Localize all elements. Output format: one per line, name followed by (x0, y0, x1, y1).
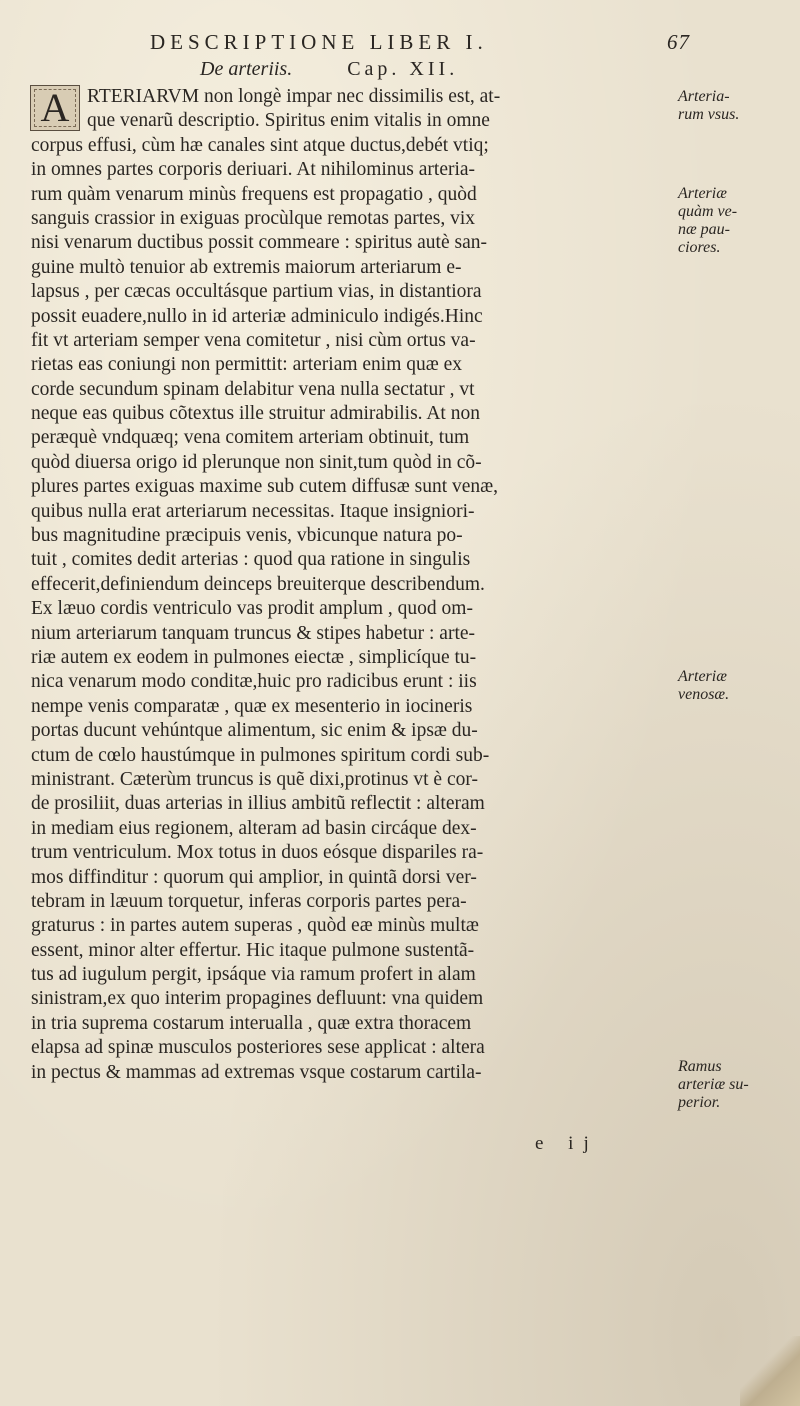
decorated-initial-letter: A (40, 85, 70, 130)
text-line: trum ventriculum. Mox totus in duos eósque dispariles ra- (31, 842, 484, 864)
text-line: sinistram,ex quo interim propagines defluunt: vna quidem (31, 988, 484, 1010)
text-line: in tria suprema costarum interualla , quæ extra thoracem (31, 1012, 472, 1034)
marginal-note-line: Arteria- (678, 88, 730, 105)
text-line: plures partes exiguas maxime sub cutem diffusæ sunt venæ, (31, 476, 499, 498)
text-line: tebram in læuum torquetur, inferas corporis partes pera- (31, 890, 467, 912)
running-head (150, 30, 690, 56)
text-line: essent, minor alter effertur. Hic itaque pulmone sustentã- (31, 939, 475, 961)
text-line: nisi venarum ductibus possit commeare : spiritus autè san- (31, 232, 487, 254)
text-line: effecerit,definiendum deinceps breuiterque describendum. (31, 573, 485, 595)
first-line-text: RTERIARVM non longè impar nec dissimilis est, at- (87, 86, 501, 107)
text-line: corde secundum spinam delabitur vena nulla sectatur , vt (31, 378, 475, 400)
text-line: bus magnitudine præcipuis venis, vbicunque natura po- (31, 525, 463, 547)
text-line: fit vt arteriam semper vena comitetur , nisi cùm ortus va- (31, 329, 476, 351)
text-line: nica venarum modo conditæ,huic pro radicibus erunt : iis (31, 671, 477, 693)
marginal-note-2 (678, 185, 798, 257)
text-line: lapsus , per cæcas occultásque partium vias, in distantiora (31, 281, 482, 303)
body-text (31, 85, 671, 1085)
marginal-note-line: ciores. (678, 239, 721, 256)
text-line: portas ducunt vehúntque alimentum, sic enim & ipsæ du- (31, 720, 478, 742)
text-line: nium arteriarum tanquam truncus & stipes habetur : arte- (31, 622, 476, 644)
text-line: quòd diuersa origo id plerunque non sinit,tum quòd in cõ- (31, 451, 482, 473)
page-number: 67 (667, 30, 690, 54)
text-line: corpus effusi, cùm hæ canales sint atque ductus,debét vtiq; (31, 134, 489, 156)
page-corner-stain (740, 1336, 800, 1406)
text-line: que venarũ descriptio. Spiritus enim vitalis in omne (87, 110, 490, 132)
text-line: ministrant. Cæterùm truncus is quẽ dixi,protinus vt è cor- (31, 768, 478, 790)
text-line: possit euadere,nullo in id arteriæ adminiculo indigés.Hinc (31, 305, 483, 327)
text-line: nempe venis comparatæ , quæ ex mesenterio in iocineris (31, 695, 473, 717)
marginal-note-3 (678, 668, 798, 704)
marginal-note-line: Arteriæ (678, 668, 727, 685)
text-lines (31, 109, 671, 1085)
text-line: mos diffinditur : quorum qui amplior, in quintã dorsi ver- (31, 866, 477, 888)
marginal-note-line: Arteriæ (678, 185, 727, 202)
marginal-note-line: venosæ. (678, 686, 730, 703)
text-line: guine multò tenuior ab extremis maiorum arteriarum e- (31, 256, 462, 278)
text-line-first (31, 85, 671, 109)
marginal-note-line: Ramus (678, 1058, 722, 1075)
text-line: graturus : in partes autem superas , quòd eæ minùs multæ (31, 915, 479, 937)
chapter-heading (200, 58, 600, 84)
marginal-note-line: quàm ve- (678, 203, 738, 220)
text-line: peræquè vndquæq; vena comitem arteriam obtinuit, tum (31, 427, 470, 449)
text-line: in omnes partes corporis deriuari. At nihilominus arteria- (31, 159, 476, 181)
chapter-number: Cap. XII. (347, 58, 459, 80)
marginal-note-1 (678, 88, 798, 124)
running-head-title: DESCRIPTIONE LIBER I. (150, 30, 488, 54)
text-line: sanguis crassior in exiguas procùlque remotas partes, vix (31, 207, 476, 229)
signature-mark: e ij (535, 1133, 599, 1154)
text-line: de prosiliit, duas arterias in illius ambitũ reflectit : alteram (31, 793, 485, 815)
text-line: rietas eas coniungi non permittit: arteriam enim quæ ex (31, 354, 463, 376)
text-line: ctum de cœlo haustúmque in pulmones spiritum cordi sub- (31, 744, 490, 766)
marginal-note-line: næ pau- (678, 221, 730, 238)
marginal-note-4 (678, 1058, 798, 1112)
marginal-note-line: rum vsus. (678, 106, 740, 123)
text-line: in mediam eius regionem, alteram ad basin circáque dex- (31, 817, 477, 839)
text-line: tus ad iugulum pergit, ipsáque via ramum profert in alam (31, 964, 476, 986)
text-line: quibus nulla erat arteriarum necessitas. Itaque insigniori- (31, 500, 475, 522)
text-line: riæ autem ex eodem in pulmones eiectæ , simplicíque tu- (31, 646, 477, 668)
text-line: rum quàm venarum minùs frequens est propagatio , quòd (31, 183, 477, 205)
text-line: elapsa ad spinæ musculos posteriores sese applicat : altera (31, 1037, 485, 1059)
marginal-note-line: perior. (678, 1094, 721, 1111)
text-line: tuit , comites dedit arterias : quod qua ratione in singulis (31, 549, 471, 571)
chapter-title: De arteriis. (200, 58, 293, 80)
text-line: in pectus & mammas ad extremas vsque costarum cartila- (31, 1061, 482, 1083)
text-line: neque eas quibus cõtextus ille struitur admirabilis. At non (31, 403, 480, 425)
text-line: Ex læuo cordis ventriculo vas prodit amplum , quod om- (31, 598, 473, 620)
marginal-note-line: arteriæ su- (678, 1076, 749, 1093)
